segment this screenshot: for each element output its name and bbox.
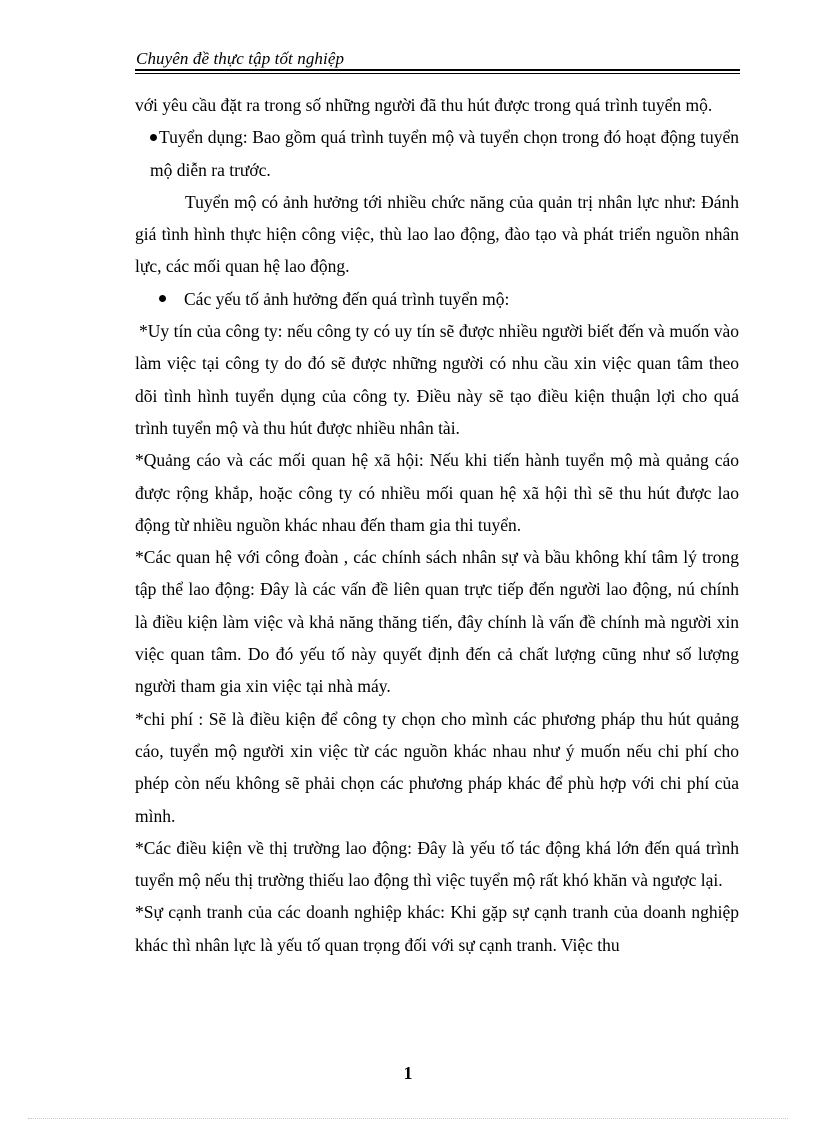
paragraph-factor-union: *Các quan hệ với công đoàn , các chính sách nhân sự và bầu không khí tâm lý trong tập thể lao động: Đây là các vấn đề liên quan trực tiếp đến người lao động, nú chính là điều kiện làm việc và khả năng thăng tiến, đây chính là vấn đề chính mà người xin việc quan tâm. Do đó yếu tố này quyết định đến cả chất lượng cũng như số lượng người tham gia xin việc tại nhà máy. xyxy=(135,547,739,697)
bullet-dot-icon xyxy=(150,134,157,141)
paragraph-factors-heading xyxy=(135,283,739,315)
paragraph-text: Tuyển dụng: Bao gồm quá trình tuyển mộ và tuyển chọn trong đó hoạt động tuyển mộ diễn ra trước. xyxy=(150,127,739,180)
page-number: 1 xyxy=(403,1063,413,1083)
bullet-dot-icon xyxy=(159,295,166,302)
paragraph-factor-reputation: *Uy tín của công ty: nếu công ty có uy tín sẽ được nhiều người biết đến và muốn vào làm việc tại công ty do đó sẽ được những người có nhu cầu xin việc quan tâm theo dõi tình hình tuyển dụng của công ty. Điều này sẽ tạo điều kiện thuận lợi cho quá trình tuyển mộ và thu hút được nhiều nhân tài. xyxy=(135,321,739,438)
paragraph-continuation: với yêu cầu đặt ra trong số những người đã thu hút được trong quá trình tuyển mộ. xyxy=(135,95,713,115)
paragraph-recruitment-impact: Tuyển mộ có ảnh hưởng tới nhiều chức năng của quản trị nhân lực như: Đánh giá tình hình thực hiện công việc, thù lao lao động, đào tạo và phát triển nguồn nhân lực, các mối quan hệ lao động. xyxy=(135,191,739,277)
running-header: Chuyên đề thực tập tốt nghiệp xyxy=(136,49,345,68)
body-text xyxy=(135,89,739,961)
page-bottom-border xyxy=(28,1118,788,1119)
header-rule-thick xyxy=(135,69,740,71)
paragraph-factor-cost: *chi phí : Sẽ là điều kiện để công ty chọn cho mình các phương pháp thu hút quảng cáo, tuyển mộ người xin việc từ các nguồn khác nhau như ý muốn nếu chi phí cho phép còn nếu không sẽ phải chọn các phương pháp khác để phù hợp với chi phí của mình. xyxy=(135,708,739,826)
paragraph-factor-advertising: *Quảng cáo và các mối quan hệ xã hội: Nếu khi tiến hành tuyển mộ mà quảng cáo được rộng khắp, hoặc công ty có nhiều mối quan hệ xã hội thì sẽ thu hút được lao động từ nhiều nguồn khác nhau đến tham gia thi tuyển. xyxy=(135,450,739,535)
paragraph-factor-labor-market: *Các điều kiện về thị trường lao động: Đây là yếu tố tác động khá lớn đến quá trình tuyển mộ nếu thị trường thiếu lao động thì việc tuyển mộ rất khó khăn và ngược lại. xyxy=(135,837,739,891)
paragraph-text: Các yếu tố ảnh hưởng đến quá trình tuyển mộ: xyxy=(184,288,510,309)
header-rule-thin xyxy=(135,73,740,74)
paragraph-factor-competition: *Sự cạnh tranh của các doanh nghiệp khác: Khi gặp sự cạnh tranh của doanh nghiệp khác thì nhân lực là yếu tố quan trọng đối với sự cạnh tranh. Việc thu xyxy=(135,902,739,955)
paragraph-recruitment-definition xyxy=(135,121,739,186)
